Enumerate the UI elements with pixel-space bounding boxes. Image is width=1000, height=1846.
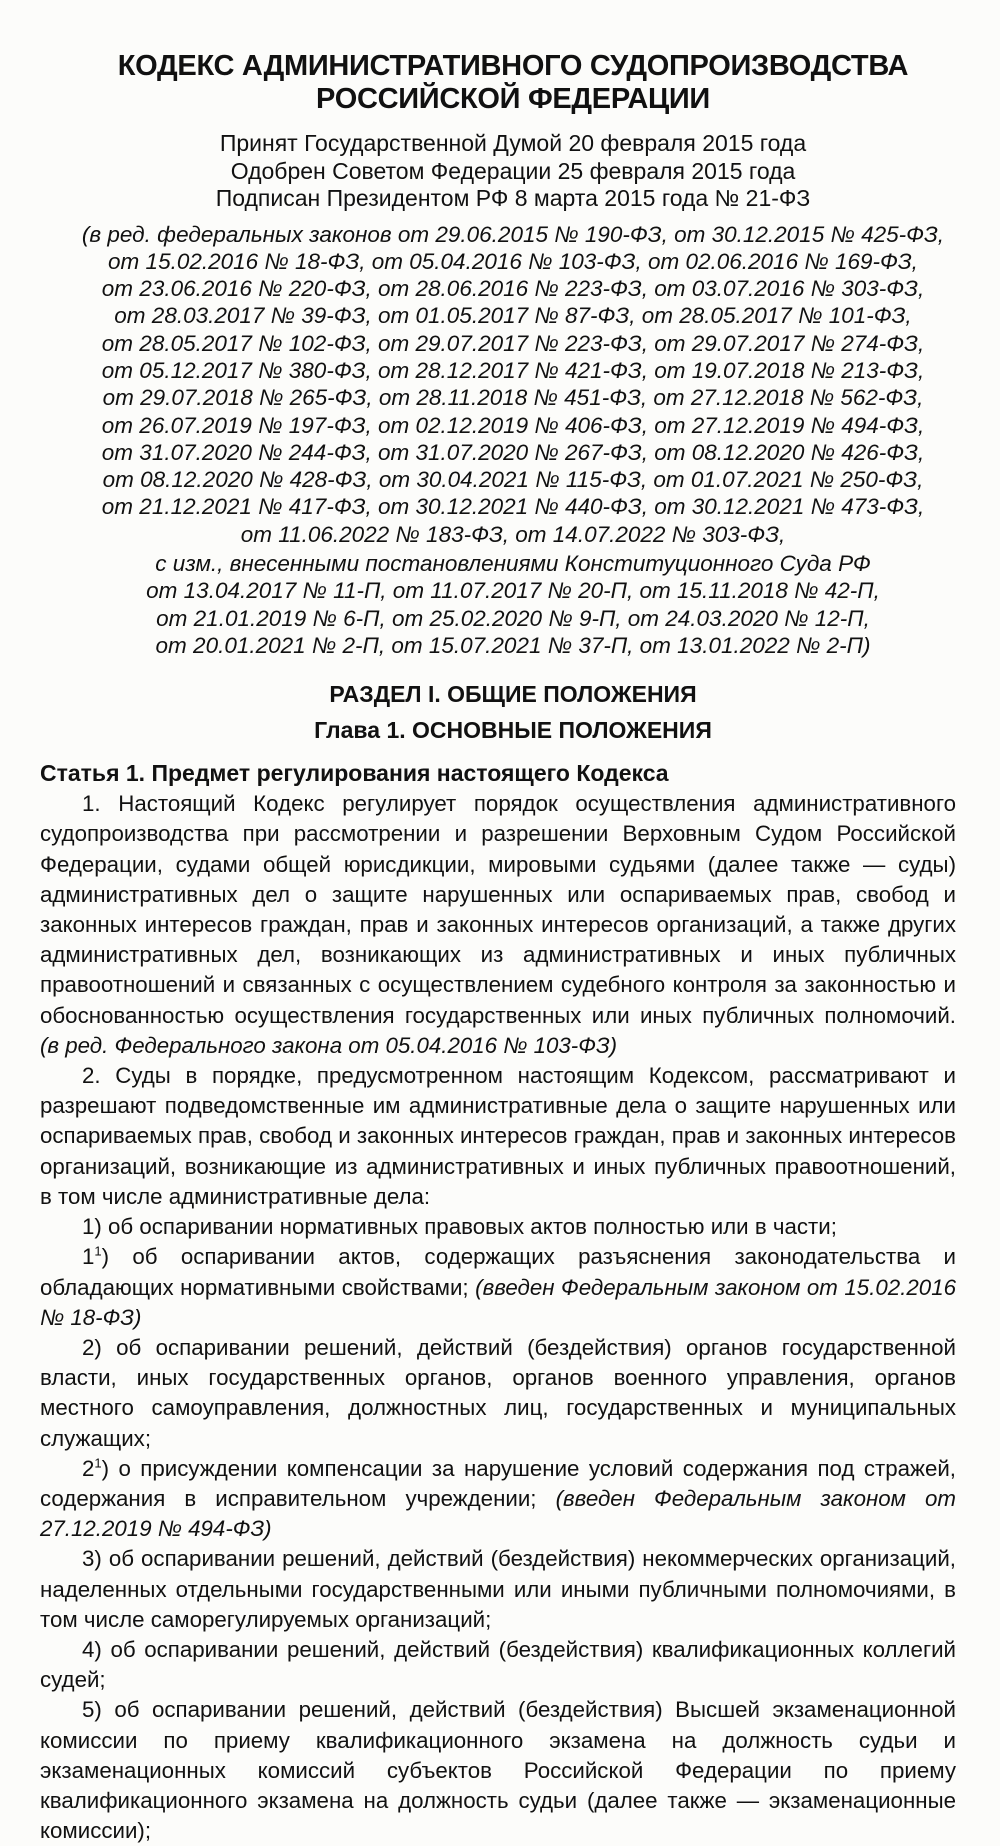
paragraph-2: 2. Суды в порядке, предусмотренном настоящим Кодексом, рассматривают и разрешают подведомственные им административные дела о защите нарушенных или оспариваемых прав, свобод и законных интересов граждан, прав и законных интересов организаций, возникающие из административных и иных публичных правоотношений, в том числе административные дела:	[40, 1063, 956, 1209]
item-2-1	[40, 1454, 956, 1545]
item-2-1-text: ) о присуждении компенсации за нарушение условий содержания под стражей, содержания в исправительном учреждении;	[40, 1455, 956, 1511]
item-2-1-num: 2	[82, 1455, 95, 1481]
title-line-2: РОССИЙСКОЙ ФЕДЕРАЦИИ	[316, 83, 710, 115]
paragraph-1	[40, 789, 956, 1061]
article-heading: Статья 1. Предмет регулирования настоящего Кодекса	[40, 760, 669, 787]
amendment-line: от 31.07.2020 № 244-ФЗ, от 31.07.2020 № 267-ФЗ, от 08.12.2020 № 426-ФЗ,	[101, 439, 925, 465]
signed-line: Подписан Президентом РФ 8 марта 2015 года № 21-ФЗ	[215, 185, 811, 211]
court-change-line: с изм., внесенными постановлениями Конституционного Суда РФ	[155, 551, 871, 577]
approved-line: Одобрен Советом Федерации 25 февраля 2015 года	[230, 157, 796, 184]
item-5: 5) об оспаривании решений, действий (бездействия) Высшей экзаменационной комиссии по приему квалификационного экзамена на должность судьи и экзаменационных комиссий субъектов Российской Федерации по приему квалификационного экзамена на должность судьи (далее также — экзаменационные комиссии);	[40, 1697, 956, 1844]
item-2-1-sup: 1	[94, 1455, 102, 1471]
amendments-list	[70, 221, 956, 660]
amendment-line: от 05.12.2017 № 380-ФЗ, от 28.12.2017 № 421-ФЗ, от 19.07.2018 № 213-ФЗ,	[101, 357, 925, 383]
item-2: 2) об оспаривании решений, действий (бездействия) органов государственной власти, иных государственных органов, органов военного управления, органов местного самоуправления, должностных лиц, государственных и муниципальных служащих;	[40, 1334, 956, 1451]
amendment-line: от 11.06.2022 № 183-ФЗ, от 14.07.2022 № 303-ФЗ,	[240, 521, 786, 547]
item-1-1-num: 1	[82, 1244, 95, 1270]
item-1-1-note: (введен Федеральным законом от 15.02.2016 № 18-ФЗ)	[40, 1274, 956, 1330]
amendment-line: от 15.02.2016 № 18-ФЗ, от 05.04.2016 № 103-ФЗ, от 02.06.2016 № 169-ФЗ,	[108, 248, 918, 274]
amendment-line: от 28.05.2017 № 102-ФЗ, от 29.07.2017 № 223-ФЗ, от 29.07.2017 № 274-ФЗ,	[101, 330, 925, 356]
item-1-1	[40, 1242, 956, 1333]
amendment-line: от 08.12.2020 № 428-ФЗ, от 30.04.2021 № 115-ФЗ, от 01.07.2021 № 250-ФЗ,	[102, 467, 924, 493]
court-change-line: от 20.01.2021 № 2-П, от 15.07.2021 № 37-П, от 13.01.2022 № 2-П)	[155, 632, 871, 658]
title-line-1: КОДЕКС АДМИНИСТРАТИВНОГО СУДОПРОИЗВОДСТВА	[117, 50, 909, 82]
item-4: 4) об оспаривании решений, действий (бездействия) квалификационных коллегий судей;	[40, 1636, 956, 1693]
amendment-line: от 28.03.2017 № 39-ФЗ, от 01.05.2017 № 87-ФЗ, от 28.05.2017 № 101-ФЗ,	[114, 303, 912, 329]
court-change-line: от 13.04.2017 № 11-П, от 11.07.2017 № 20-П, от 15.11.2018 № 42-П,	[146, 578, 880, 604]
amendment-line: от 29.07.2018 № 265-ФЗ, от 28.11.2018 № 451-ФЗ, от 27.12.2018 № 562-ФЗ,	[102, 385, 924, 411]
item-3: 3) об оспаривании решений, действий (бездействия) некоммерческих организаций, наделенных отдельными государственными или иными публичными полномочиями, в том числе саморегулируемых организаций;	[40, 1546, 956, 1632]
court-change-line: от 21.01.2019 № 6-П, от 25.02.2020 № 9-П, от 24.03.2020 № 12-П,	[156, 605, 870, 631]
paragraph-1-note: (в ред. Федерального закона от 05.04.2016 № 103-ФЗ)	[40, 1032, 618, 1058]
adopted-line: Принят Государственной Думой 20 февраля 2015 года	[219, 130, 807, 156]
section-heading: РАЗДЕЛ I. ОБЩИЕ ПОЛОЖЕНИЯ	[329, 681, 697, 708]
amendment-line: от 21.12.2021 № 417-ФЗ, от 30.12.2021 № 440-ФЗ, от 30.12.2021 № 473-ФЗ,	[101, 494, 925, 520]
document-title	[70, 50, 956, 116]
adoption-info	[70, 130, 956, 213]
item-2-1-note: (введен Федеральным законом от 27.12.2019 № 494-ФЗ)	[40, 1485, 956, 1542]
amendment-line: (в ред. федеральных законов от 29.06.2015 № 190-ФЗ, от 30.12.2015 № 425-ФЗ,	[81, 221, 945, 247]
chapter-heading: Глава 1. ОСНОВНЫЕ ПОЛОЖЕНИЯ	[314, 717, 712, 744]
item-1: 1) об оспаривании нормативных правовых актов полностью или в части;	[82, 1214, 837, 1240]
paragraph-1-text: 1. Настоящий Кодекс регулирует порядок осуществления административного судопроизводства при рассмотрении и разрешении Верховным Судом Российской Федерации, судами общей юрисдикции, мировыми судьями (далее также — суды) административных дел о защите нарушенных или оспариваемых прав, свобод и законных интересов граждан, прав и законных интересов организаций, а также других административных дел, возникающих из административных и иных публичных правоотношений и связанных с осуществлением судебного контроля за законностью и обоснованностью осуществления государственных или иных публичных полномочий.	[40, 791, 956, 1028]
article-body	[40, 789, 956, 1846]
amendment-line: от 23.06.2016 № 220-ФЗ, от 28.06.2016 № 223-ФЗ, от 03.07.2016 № 303-ФЗ,	[101, 276, 925, 302]
amendment-line: от 26.07.2019 № 197-ФЗ, от 02.12.2019 № 406-ФЗ, от 27.12.2019 № 494-ФЗ,	[101, 412, 925, 438]
item-1-1-sup: 1	[94, 1243, 102, 1259]
item-1-1-text: ) об оспаривании актов, содержащих разъяснения законодательства и обладающих нормативными свойствами;	[40, 1244, 956, 1300]
